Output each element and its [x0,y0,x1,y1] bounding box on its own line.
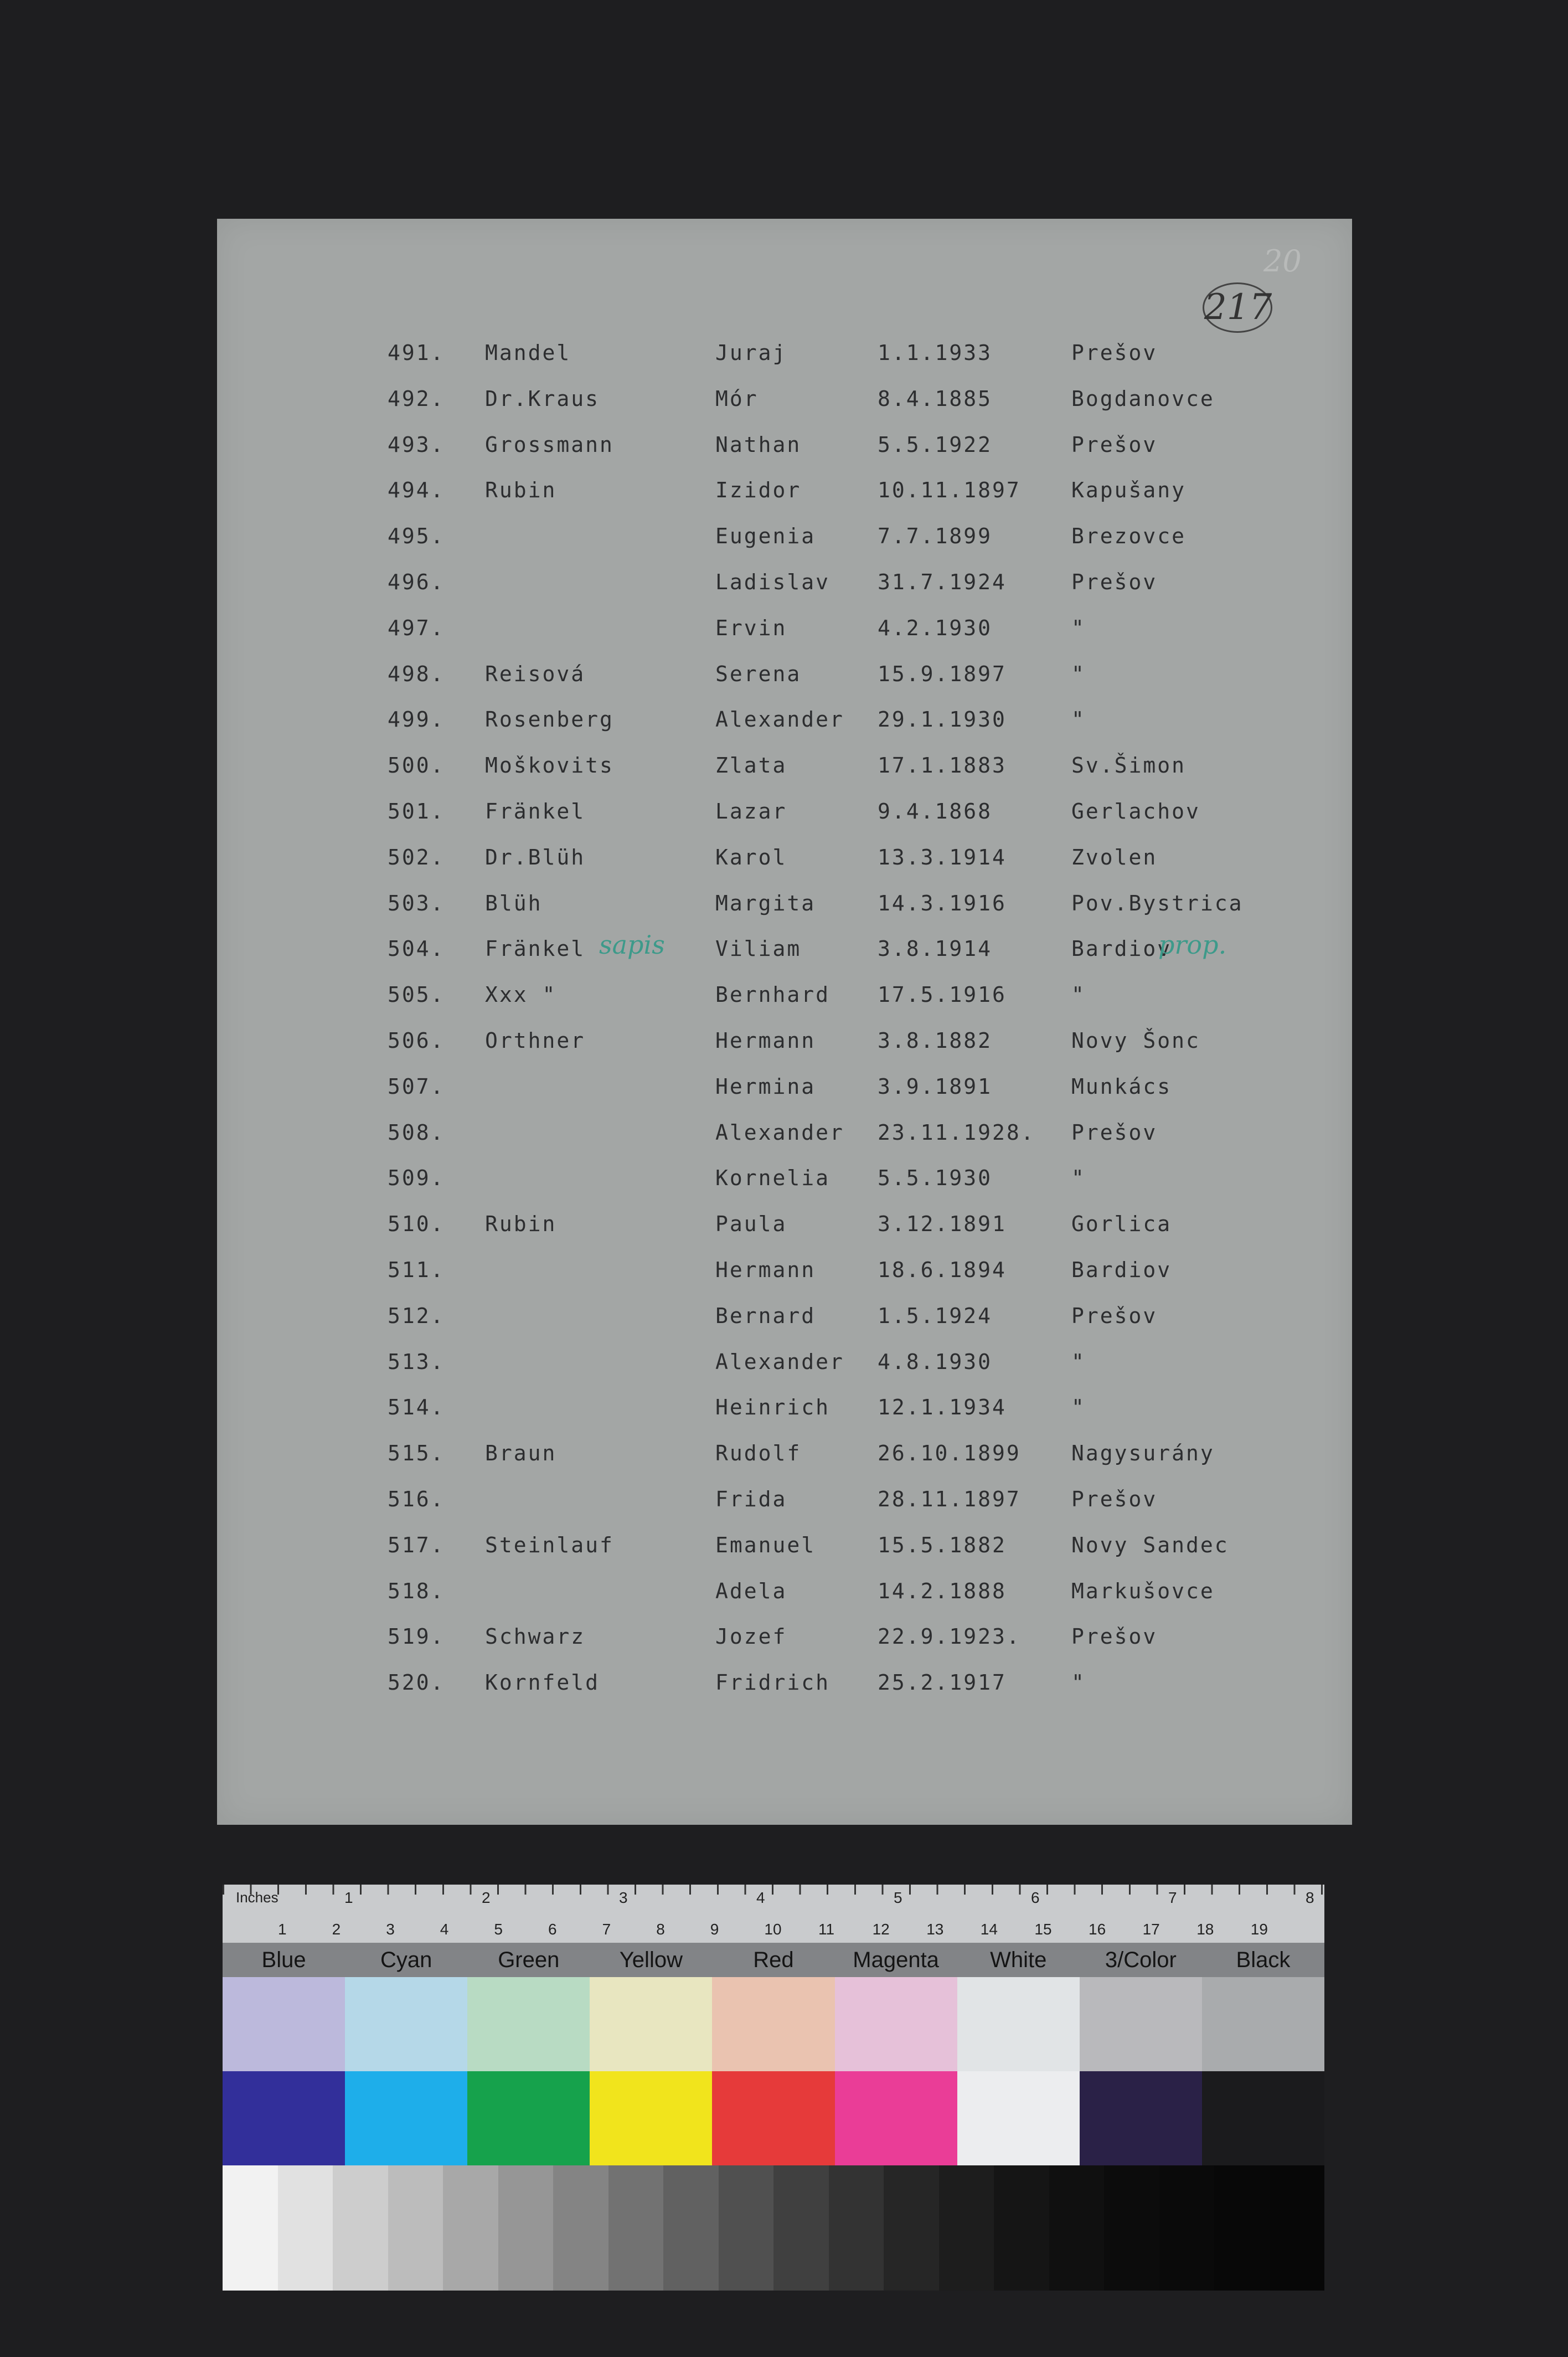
cm-mark: 5 [494,1921,503,1938]
birth-place: Sv.Šimon [1071,753,1187,778]
light-color-swatches [223,1977,1324,2071]
given-name: Paula [715,1212,787,1237]
birth-date: 3.12.1891 [878,1212,1007,1237]
birth-place: " [1071,661,1086,686]
light-swatch [835,1977,957,2071]
dark-swatch [345,2071,467,2165]
ruler [223,1885,1324,1944]
dark-swatch [712,2071,834,2165]
birth-date: 22.9.1923. [878,1624,1021,1649]
given-name: Izidor [715,478,802,503]
grey-patch [773,2165,829,2291]
given-name: Rudolf [715,1441,802,1466]
inch-mark: 1 [344,1889,353,1906]
given-name: Zlata [715,753,787,778]
grey-patch [278,2165,333,2291]
dark-swatch [590,2071,712,2165]
inch-mark: 6 [1031,1889,1040,1906]
dark-swatch [223,2071,345,2165]
surname: Fränkel [485,799,586,824]
list-row [217,1293,1352,1339]
birth-date: 1.1.1933 [878,341,993,365]
birth-place: Prešov [1071,432,1158,457]
birth-date: 31.7.1924 [878,569,1007,594]
ruler-unit-label: Inches [236,1889,278,1906]
list-row [217,1384,1352,1430]
list-row [217,421,1352,467]
given-name: Hermann [715,1028,816,1053]
surname: Xxx " [485,982,557,1007]
birth-place: Bogdanovce [1071,386,1215,411]
birth-date: 12.1.1934 [878,1395,1007,1420]
row-number: 498. [388,661,445,686]
given-name: Lazar [715,799,787,824]
birth-date: 4.2.1930 [878,615,993,640]
given-name: Kornelia [715,1166,831,1191]
given-name: Bernard [715,1303,816,1328]
ruler-inch-marks [223,1889,1324,1911]
list-row [217,1247,1352,1293]
birth-place: Prešov [1071,1303,1158,1328]
given-name: Mór [715,386,759,411]
given-name: Ervin [715,615,787,640]
grey-patch [829,2165,884,2291]
list-row [217,1659,1352,1705]
light-swatch [467,1977,590,2071]
color-label: Magenta [853,1948,939,1972]
given-name: Emanuel [715,1532,816,1557]
handwritten-note: prop. [1158,930,1227,960]
list-row [217,1613,1352,1659]
birth-place: " [1071,982,1086,1007]
given-name: Ladislav [715,569,831,594]
row-number: 520. [388,1670,445,1695]
row-number: 497. [388,615,445,640]
birth-date: 5.5.1922 [878,432,993,457]
list-row [217,467,1352,513]
cm-mark: 11 [818,1921,835,1938]
grey-patch [1270,2165,1325,2291]
list-row [217,559,1352,605]
surname: Schwarz [485,1624,586,1649]
given-name: Alexander [715,707,844,732]
color-label: Cyan [380,1948,432,1972]
row-number: 506. [388,1028,445,1053]
cm-mark: 10 [764,1921,782,1938]
row-number: 517. [388,1532,445,1557]
list-row [217,1568,1352,1614]
row-number: 496. [388,569,445,594]
row-number: 505. [388,982,445,1007]
grey-patch [663,2165,719,2291]
birth-place: " [1071,1670,1086,1695]
grey-scale-strip [223,2165,1324,2291]
given-name: Serena [715,661,802,686]
surname: Grossmann [485,432,614,457]
surname: Moškovits [485,753,614,778]
document-page [217,219,1352,1825]
birth-date: 28.11.1897 [878,1486,1021,1511]
faint-folio-number: 20 [1263,244,1302,279]
color-label: Red [753,1948,794,1972]
birth-place: Nagysurány [1071,1441,1215,1466]
given-name: Alexander [715,1349,844,1374]
row-number: 516. [388,1486,445,1511]
cm-mark: 4 [440,1921,449,1938]
birth-date: 14.3.1916 [878,891,1007,915]
birth-place: Prešov [1071,1486,1158,1511]
list-row [217,834,1352,880]
row-number: 504. [388,936,445,961]
surname: Kornfeld [485,1670,600,1695]
grey-patch [1104,2165,1159,2291]
surname: Rosenberg [485,707,614,732]
row-number: 493. [388,432,445,457]
birth-date: 17.5.1916 [878,982,1007,1007]
color-label: 3/Color [1105,1948,1177,1972]
given-name: Juraj [715,341,787,365]
list-row [217,513,1352,559]
given-name: Karol [715,845,787,869]
given-name: Hermann [715,1257,816,1282]
cm-mark: 16 [1089,1921,1106,1938]
birth-place: Prešov [1071,1624,1158,1649]
inch-mark: 7 [1168,1889,1177,1906]
birth-place: Prešov [1071,341,1158,365]
grey-patch [719,2165,774,2291]
ruler-cm-marks [223,1921,1324,1943]
color-labels [223,1943,1324,1977]
cm-mark: 14 [980,1921,998,1938]
birth-place: " [1071,615,1086,640]
light-swatch [1202,1977,1324,2071]
dark-swatch [957,2071,1080,2165]
list-row [217,788,1352,834]
surname: Blüh [485,891,543,915]
row-number: 495. [388,524,445,549]
row-number: 513. [388,1349,445,1374]
birth-date: 10.11.1897 [878,478,1021,503]
grey-patch [1214,2165,1270,2291]
surname: Dr.Blüh [485,845,586,869]
birth-date: 17.1.1883 [878,753,1007,778]
row-number: 518. [388,1578,445,1603]
inch-mark: 2 [482,1889,491,1906]
color-label: Green [498,1948,560,1972]
surname: Dr.Kraus [485,386,600,411]
row-number: 510. [388,1212,445,1237]
dark-swatch [467,2071,590,2165]
given-name: Frida [715,1486,787,1511]
birth-date: 4.8.1930 [878,1349,993,1374]
surname: Rubin [485,1212,557,1237]
birth-place: Brezovce [1071,524,1187,549]
list-row [217,880,1352,926]
list-row [217,1201,1352,1247]
row-number: 494. [388,478,445,503]
light-swatch [345,1977,467,2071]
row-number: 514. [388,1395,445,1420]
row-number: 501. [388,799,445,824]
birth-place: Gerlachov [1071,799,1200,824]
birth-place: Novy Sandec [1071,1532,1229,1557]
cm-mark: 18 [1196,1921,1214,1938]
list-row [217,651,1352,697]
given-name: Alexander [715,1120,844,1145]
dark-swatch [1202,2071,1324,2165]
list-row [217,742,1352,788]
list-row [217,375,1352,421]
handwritten-note: sapis [599,930,665,960]
dark-color-swatches [223,2071,1324,2165]
birth-date: 3.8.1882 [878,1028,993,1053]
cm-mark: 9 [710,1921,719,1938]
list-row [217,1522,1352,1568]
grey-patch [553,2165,608,2291]
surname: Orthner [485,1028,586,1053]
row-number: 511. [388,1257,445,1282]
given-name: Eugenia [715,524,816,549]
given-name: Viliam [715,936,802,961]
birth-place: Prešov [1071,1120,1158,1145]
list-row [217,696,1352,742]
row-number: 508. [388,1120,445,1145]
name-list [217,330,1352,1705]
inch-mark: 8 [1306,1889,1314,1906]
birth-place: " [1071,1349,1086,1374]
given-name: Hermina [715,1074,816,1099]
list-row [217,1155,1352,1201]
cm-mark: 13 [926,1921,944,1938]
list-row [217,605,1352,651]
given-name: Fridrich [715,1670,831,1695]
birth-place: " [1071,1166,1086,1191]
light-swatch [590,1977,712,2071]
cm-mark: 15 [1034,1921,1052,1938]
list-row [217,1476,1352,1522]
grey-patch [884,2165,939,2291]
grey-patch [994,2165,1049,2291]
surname: Rubin [485,478,557,503]
list-row [217,1017,1352,1063]
birth-place: " [1071,707,1086,732]
grey-patch [608,2165,664,2291]
row-number: 503. [388,891,445,915]
grey-patch [333,2165,388,2291]
birth-place: Pov.Bystrica [1071,891,1244,915]
birth-place: Bardiov [1071,1257,1172,1282]
given-name: Margita [715,891,816,915]
birth-place: Prešov [1071,569,1158,594]
row-number: 507. [388,1074,445,1099]
list-row [217,1339,1352,1385]
birth-place: Bardiov [1071,936,1172,961]
grey-patch [388,2165,443,2291]
dark-swatch [835,2071,957,2165]
birth-date: 5.5.1930 [878,1166,993,1191]
given-name: Adela [715,1578,787,1603]
surname: Braun [485,1441,557,1466]
row-number: 499. [388,707,445,732]
row-number: 519. [388,1624,445,1649]
row-number: 491. [388,341,445,365]
cm-mark: 17 [1142,1921,1160,1938]
cm-mark: 8 [656,1921,665,1938]
light-swatch [957,1977,1080,2071]
cm-mark: 1 [278,1921,287,1938]
given-name: Bernhard [715,982,831,1007]
birth-date: 15.9.1897 [878,661,1007,686]
row-number: 492. [388,386,445,411]
birth-place: Gorlica [1071,1212,1172,1237]
surname: Mandel [485,341,571,365]
given-name: Jozef [715,1624,787,1649]
grey-patch [498,2165,554,2291]
birth-place: Markušovce [1071,1578,1215,1603]
birth-place: " [1071,1395,1086,1420]
birth-date: 7.7.1899 [878,524,993,549]
grey-patch [939,2165,994,2291]
folio-number: 217 [1203,282,1272,333]
birth-date: 8.4.1885 [878,386,993,411]
light-swatch [1080,1977,1202,2071]
given-name: Nathan [715,432,802,457]
row-number: 512. [388,1303,445,1328]
list-row [217,1063,1352,1109]
surname: Fränkel [485,936,586,961]
birth-date: 26.10.1899 [878,1441,1021,1466]
birth-date: 25.2.1917 [878,1670,1007,1695]
color-label: White [990,1948,1047,1972]
cm-mark: 12 [872,1921,890,1938]
inch-mark: 5 [894,1889,902,1906]
birth-date: 18.6.1894 [878,1257,1007,1282]
list-row [217,971,1352,1017]
list-row [217,925,1352,971]
color-label: Blue [261,1948,306,1972]
birth-date: 15.5.1882 [878,1532,1007,1557]
light-swatch [223,1977,345,2071]
cm-mark: 6 [548,1921,557,1938]
birth-date: 29.1.1930 [878,707,1007,732]
birth-date: 9.4.1868 [878,799,993,824]
row-number: 502. [388,845,445,869]
birth-date: 14.2.1888 [878,1578,1007,1603]
cm-mark: 2 [332,1921,341,1938]
birth-place: Novy Šonc [1071,1028,1200,1053]
birth-date: 1.5.1924 [878,1303,993,1328]
light-swatch [712,1977,834,2071]
grey-patch [223,2165,278,2291]
cm-mark: 3 [386,1921,395,1938]
surname: Steinlauf [485,1532,614,1557]
cm-mark: 7 [602,1921,611,1938]
cm-mark: 19 [1250,1921,1268,1938]
color-label: Yellow [619,1948,683,1972]
birth-date: 23.11.1928. [878,1120,1035,1145]
grey-patch [1049,2165,1105,2291]
dark-swatch [1080,2071,1202,2165]
color-label: Black [1236,1948,1291,1972]
list-row [217,1430,1352,1476]
inch-mark: 4 [756,1889,765,1906]
list-row [217,1109,1352,1155]
inch-mark: 3 [619,1889,628,1906]
row-number: 515. [388,1441,445,1466]
given-name: Heinrich [715,1395,831,1420]
grey-patch [1159,2165,1215,2291]
birth-place: Munkács [1071,1074,1172,1099]
list-row [217,330,1352,375]
row-number: 509. [388,1166,445,1191]
grey-patch [443,2165,498,2291]
birth-date: 13.3.1914 [878,845,1007,869]
birth-place: Zvolen [1071,845,1158,869]
birth-place: Kapušany [1071,478,1187,503]
surname: Reisová [485,661,586,686]
row-number: 500. [388,753,445,778]
birth-date: 3.9.1891 [878,1074,993,1099]
birth-date: 3.8.1914 [878,936,993,961]
color-calibration-target [223,1885,1324,2291]
